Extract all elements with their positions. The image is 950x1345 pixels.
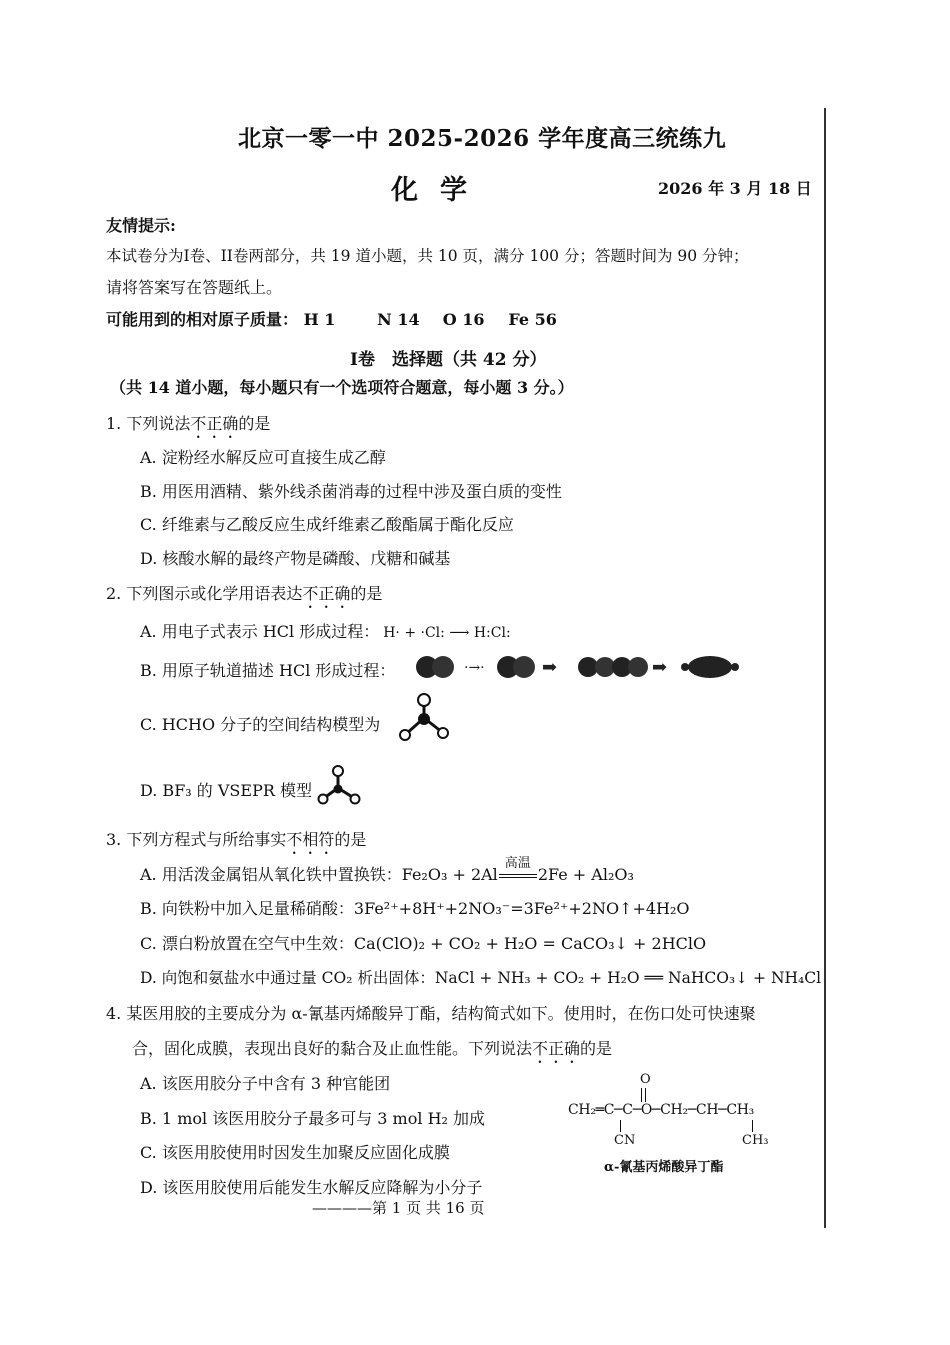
tips-line-2: 请将答案写在答题纸上。 <box>106 278 283 297</box>
q2-option-c: C. HCHO 分子的空间结构模型为 <box>140 715 381 734</box>
hcho-model-icon <box>398 692 450 744</box>
mass-fe: Fe 56 <box>508 310 557 329</box>
q3-condition: 高温 <box>504 856 531 871</box>
q4-option-a: A. 该医用胶分子中含有 3 种官能团 <box>140 1074 391 1093</box>
q2-option-d: D. BF₃ 的 VSEPR 模型 <box>140 781 312 800</box>
q3-stem: 3. 下列方程式与所给事实不相符的是 <box>106 830 367 849</box>
section-title: I卷 选择题（共 42 分） <box>350 350 547 370</box>
bf3-model-icon <box>316 764 362 806</box>
orbital-diagram <box>412 650 742 684</box>
q1-option-c: C. 纤维素与乙酸反应生成纤维素乙酸酯属于酯化反应 <box>140 515 514 534</box>
q4-option-b: B. 1 mol 该医用胶分子最多可与 3 mol H₂ 加成 <box>140 1109 486 1128</box>
page-footer: ————第 1 页 共 16 页 <box>312 1199 485 1217</box>
svg-text:➡: ➡ <box>542 657 558 678</box>
struct-carbonyl-o: O <box>640 1072 651 1087</box>
atomic-mass-label: 可能用到的相对原子质量： <box>106 310 299 329</box>
exam-date: 2026 年 3 月 18 日 <box>658 179 812 198</box>
atomic-mass-line <box>106 307 557 330</box>
q3-option-b: B. 向铁粉中加入足量稀硝酸：3Fe²⁺+8H⁺+2NO₃⁻=3Fe²⁺+2NO↑+4H₂O <box>140 899 690 918</box>
q3-option-a: A. 用活泼金属铝从氧化铁中置换铁：Fe₂O₃ + 2Al 高温 2Fe + Al₂O₃ <box>140 862 634 885</box>
q2-stem: 2. 下列图示或化学用语表达不正确的是 <box>106 584 383 603</box>
q2-option-a: A. 用电子式表示 HCl 形成过程： H· + ·Cl: ⟶ H:Cl: <box>140 622 511 641</box>
q1-stem: 1. 下列说法不正确的是 <box>106 414 271 433</box>
q3-option-d: D. 向饱和氨盐水中通过量 CO₂ 析出固体：NaCl + NH₃ + CO₂ + H₂O ══ NaHCO₃↓ + NH₄Cl <box>140 969 822 987</box>
q3-option-c: C. 漂白粉放置在空气中生效：Ca(ClO)₂ + CO₂ + H₂O = CaCO₃↓ + 2HClO <box>140 934 707 953</box>
hcl-electron-formula: H· + ·Cl: ⟶ H:Cl: <box>383 625 511 641</box>
q2-option-b: B. 用原子轨道描述 HCl 形成过程： <box>140 661 396 680</box>
struct-cn: CN <box>614 1133 636 1148</box>
q1-option-b: B. 用医用酒精、紫外线杀菌消毒的过程中涉及蛋白质的变性 <box>140 482 562 501</box>
struct-ch3: CH₃ <box>742 1133 769 1148</box>
struct-cn-bond <box>620 1120 621 1132</box>
tips-heading: 友情提示: <box>106 216 176 235</box>
page-right-border <box>824 108 826 1228</box>
mass-h: H 1 <box>303 310 336 329</box>
tips-line-1: 本试卷分为I卷、II卷两部分，共 19 道小题，共 10 页，满分 100 分；答题时间为 90 分钟； <box>106 247 749 265</box>
q4-option-d: D. 该医用胶使用后能发生水解反应降解为小分子 <box>140 1178 483 1197</box>
q4-option-c: C. 该医用胶使用时因发生加聚反应固化成膜 <box>140 1143 450 1162</box>
q1-option-d: D. 核酸水解的最终产物是磷酸、戊糖和碱基 <box>140 549 451 568</box>
struct-main-chain: CH₂═C─C─O─CH₂─CH─CH₃ <box>568 1102 754 1118</box>
struct-ch3-bond <box>752 1120 753 1132</box>
svg-text:·→·: ·→· <box>464 660 485 676</box>
q4-stem-line-2: 合，固化成膜，表现出良好的黏合及止血性能。下列说法不正确的是 <box>132 1039 613 1058</box>
svg-text:➡: ➡ <box>652 657 668 678</box>
section-note: （共 14 道小题，每小题只有一个选项符合题意，每小题 3 分。） <box>110 378 574 397</box>
mass-n: N 14 <box>377 310 420 329</box>
q1-option-a: A. 淀粉经水解反应可直接生成乙醇 <box>140 448 386 467</box>
subject-title: 化学 <box>391 175 489 206</box>
exam-title: 北京一零一中 2025-2026 学年度高三统练九 <box>238 125 727 152</box>
struct-double-bond <box>641 1088 646 1102</box>
mass-o: O 16 <box>442 310 485 329</box>
q4-stem-line-1: 4. 某医用胶的主要成分为 α-氰基丙烯酸异丁酯，结构简式如下。使用时，在伤口处可快速聚 <box>106 1004 756 1023</box>
struct-caption: α-氰基丙烯酸异丁酯 <box>604 1160 724 1175</box>
